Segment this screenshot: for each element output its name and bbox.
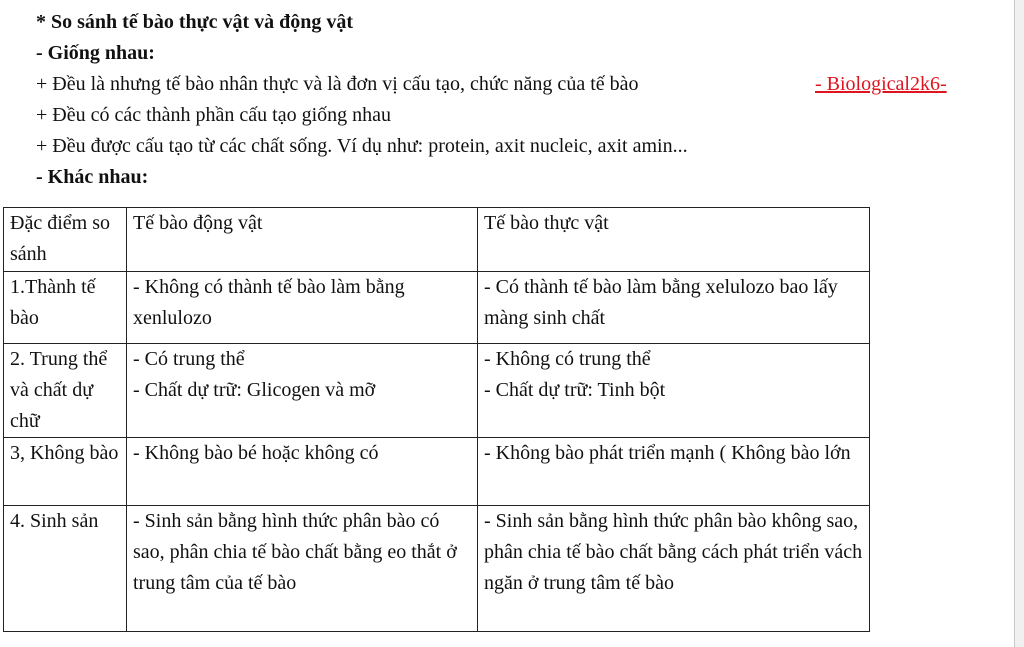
cell-text: - Không có trung thể (484, 348, 651, 370)
animal-cell (127, 344, 478, 438)
plant-cell (478, 344, 870, 438)
similarity-item: + Đều là nhưng tế bào nhân thực và là đơn vị cấu tạo, chức năng của tế bào (36, 73, 639, 95)
table-row (4, 344, 870, 438)
feature-cell: 4. Sinh sản (4, 506, 127, 632)
author-credit: - Biological2k6- (815, 73, 947, 95)
feature-cell: 2. Trung thể và chất dự chữ (4, 344, 127, 438)
cell-text: - Có trung thể (133, 348, 245, 370)
feature-cell: 3, Không bào (4, 438, 127, 506)
cell-text: - Sinh sản bằng hình thức phân bào không sao, phân chia tế bào chất bằng cách phát triển vách ngăn ở trung tâm tế bào (484, 510, 863, 594)
table-row (4, 438, 870, 506)
cell-text: - Không bào bé hoặc không có (133, 442, 379, 464)
animal-cell (127, 506, 478, 632)
header-cell-feature: Đặc điểm so sánh (4, 208, 127, 272)
cell-text: - Sinh sản bằng hình thức phân bào có sao, phân chia tế bào chất bằng eo thắt ở trung tâm của tế bào (133, 510, 457, 594)
table-header-row (4, 208, 870, 272)
cell-text: - Không bào phát triển mạnh ( Không bào lớn (484, 442, 851, 464)
similarity-item: + Đều được cấu tạo từ các chất sống. Ví dụ như: protein, axit nucleic, axit amin... (36, 135, 688, 157)
table-row (4, 272, 870, 344)
plant-cell (478, 438, 870, 506)
similarities-heading: - Giống nhau: (36, 42, 155, 64)
table-row (4, 506, 870, 632)
animal-cell (127, 438, 478, 506)
cell-text: - Chất dự trữ: Glicogen và mỡ (133, 379, 376, 401)
differences-heading: - Khác nhau: (36, 166, 149, 188)
similarity-item: + Đều có các thành phần cấu tạo giống nhau (36, 104, 392, 126)
animal-cell (127, 272, 478, 344)
header-cell-plant: Tế bào thực vật (478, 208, 870, 272)
cell-text: - Chất dự trữ: Tinh bột (484, 379, 666, 401)
window-edge (1014, 0, 1024, 647)
cell-text: - Không có thành tế bào làm bằng xenlulozo (133, 276, 405, 329)
page-title: * So sánh tế bào thực vật và động vật (36, 11, 354, 33)
feature-cell: 1.Thành tế bào (4, 272, 127, 344)
cell-text: - Có thành tế bào làm bằng xelulozo bao lấy màng sinh chất (484, 276, 838, 329)
header-cell-animal: Tế bào động vật (127, 208, 478, 272)
plant-cell (478, 272, 870, 344)
plant-cell (478, 506, 870, 632)
comparison-table (3, 207, 870, 632)
